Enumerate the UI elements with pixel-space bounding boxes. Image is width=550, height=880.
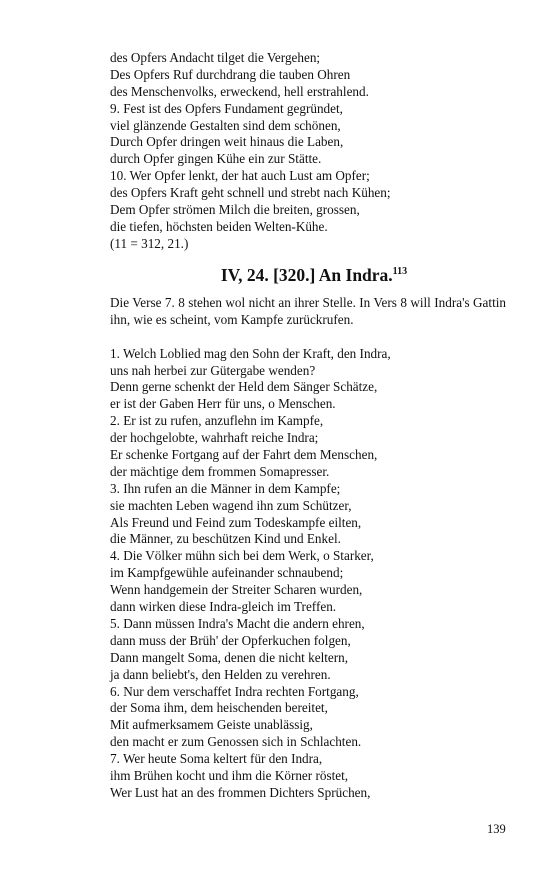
top-verse-block bbox=[110, 50, 510, 253]
verse-line: 4. Die Völker mühn sich bei dem Werk, o Starker, bbox=[110, 548, 374, 564]
verse-line: die tiefen, höchsten beiden Welten-Kühe. bbox=[110, 218, 328, 234]
footnote-marker: 113 bbox=[392, 265, 408, 277]
verse-line: im Kampfgewühle aufeinander schnaubend; bbox=[110, 565, 344, 581]
verse-line: Wenn handgemein der Streiter Scharen wurden, bbox=[110, 582, 363, 598]
verse-line: des Menschenvolks, erweckend, hell erstrahlend. bbox=[110, 83, 369, 99]
cross-reference: (11 = 312, 21.) bbox=[110, 235, 189, 251]
verse-line: 1. Welch Loblied mag den Sohn der Kraft, den Indra, bbox=[110, 345, 391, 361]
page-number: 139 bbox=[487, 822, 506, 836]
verse-line: Als Freund und Feind zum Todeskampfe eilten, bbox=[110, 514, 362, 530]
verse-line: Durch Opfer dringen weit hinaus die Laben, bbox=[110, 134, 344, 150]
section-heading bbox=[110, 264, 510, 286]
verse-line: 9. Fest ist des Opfers Fundament gegründet, bbox=[110, 100, 343, 116]
verse-line: den macht er zum Genossen sich in Schlachten. bbox=[110, 734, 362, 750]
hymn-verse-block bbox=[110, 346, 510, 802]
verse-line: Denn gerne schenkt der Held dem Sänger Schätze, bbox=[110, 379, 378, 395]
verse-line: 5. Dann müssen Indra's Macht die andern ehren, bbox=[110, 615, 365, 631]
verse-line: Des Opfers Ruf durchdrang die tauben Ohren bbox=[110, 66, 351, 82]
verse-line: viel glänzende Gestalten sind dem schönen, bbox=[110, 117, 341, 133]
verse-line: des Opfers Andacht tilget die Vergehen; bbox=[110, 50, 321, 65]
verse-line: ja dann beliebt's, den Helden zu verehren. bbox=[110, 666, 331, 682]
verse-line: 10. Wer Opfer lenkt, der hat auch Lust am Opfer; bbox=[110, 168, 370, 184]
verse-line: Mit aufmerksamem Geiste unablässig, bbox=[110, 717, 313, 733]
verse-line: dann muss der Brüh' der Opferkuchen folgen, bbox=[110, 632, 351, 648]
verse-line: Dem Opfer strömen Milch die breiten, grossen, bbox=[110, 202, 360, 218]
verse-line: durch Opfer gingen Kühe ein zur Stätte. bbox=[110, 151, 322, 167]
verse-line: dann wirken diese Indra-gleich im Treffen. bbox=[110, 599, 337, 615]
verse-line: 6. Nur dem verschaffet Indra rechten Fortgang, bbox=[110, 683, 359, 699]
verse-line: er ist der Gaben Herr für uns, o Menschen. bbox=[110, 396, 336, 412]
verse-line: Dann mangelt Soma, denen die nicht keltern, bbox=[110, 649, 349, 665]
verse-line: des Opfers Kraft geht schnell und strebt nach Kühen; bbox=[110, 185, 391, 201]
verse-line: ihm Brühen kocht und ihm die Körner röstet, bbox=[110, 767, 349, 783]
intro-paragraph: Die Verse 7. 8 stehen wol nicht an ihrer Stelle. In Vers 8 will Indra's Gattin ihn, wie es scheint, vom Kampfe zurückrufen. bbox=[110, 294, 506, 328]
verse-line: 7. Wer heute Soma keltert für den Indra, bbox=[110, 751, 323, 767]
page-body bbox=[110, 50, 510, 802]
verse-line: die Männer, zu beschützen Kind und Enkel. bbox=[110, 531, 341, 547]
verse-line: der Soma ihm, dem heischenden bereitet, bbox=[110, 700, 328, 716]
verse-line: der hochgelobte, wahrhaft reiche Indra; bbox=[110, 430, 319, 446]
verse-line: 3. Ihn rufen an die Männer in dem Kampfe; bbox=[110, 480, 341, 496]
verse-line: Er schenke Fortgang auf der Fahrt dem Menschen, bbox=[110, 447, 378, 463]
verse-line: sie machten Leben wagend ihn zum Schützer, bbox=[110, 497, 352, 513]
verse-line: Wer Lust hat an des frommen Dichters Sprüchen, bbox=[110, 784, 371, 800]
verse-line: der mächtige dem frommen Somapresser. bbox=[110, 463, 330, 479]
verse-line: uns nah herbei zur Gütergabe wenden? bbox=[110, 362, 316, 378]
verse-line: 2. Er ist zu rufen, anzuflehn im Kampfe, bbox=[110, 413, 324, 429]
heading-text: IV, 24. [320.] An Indra. bbox=[220, 264, 393, 285]
